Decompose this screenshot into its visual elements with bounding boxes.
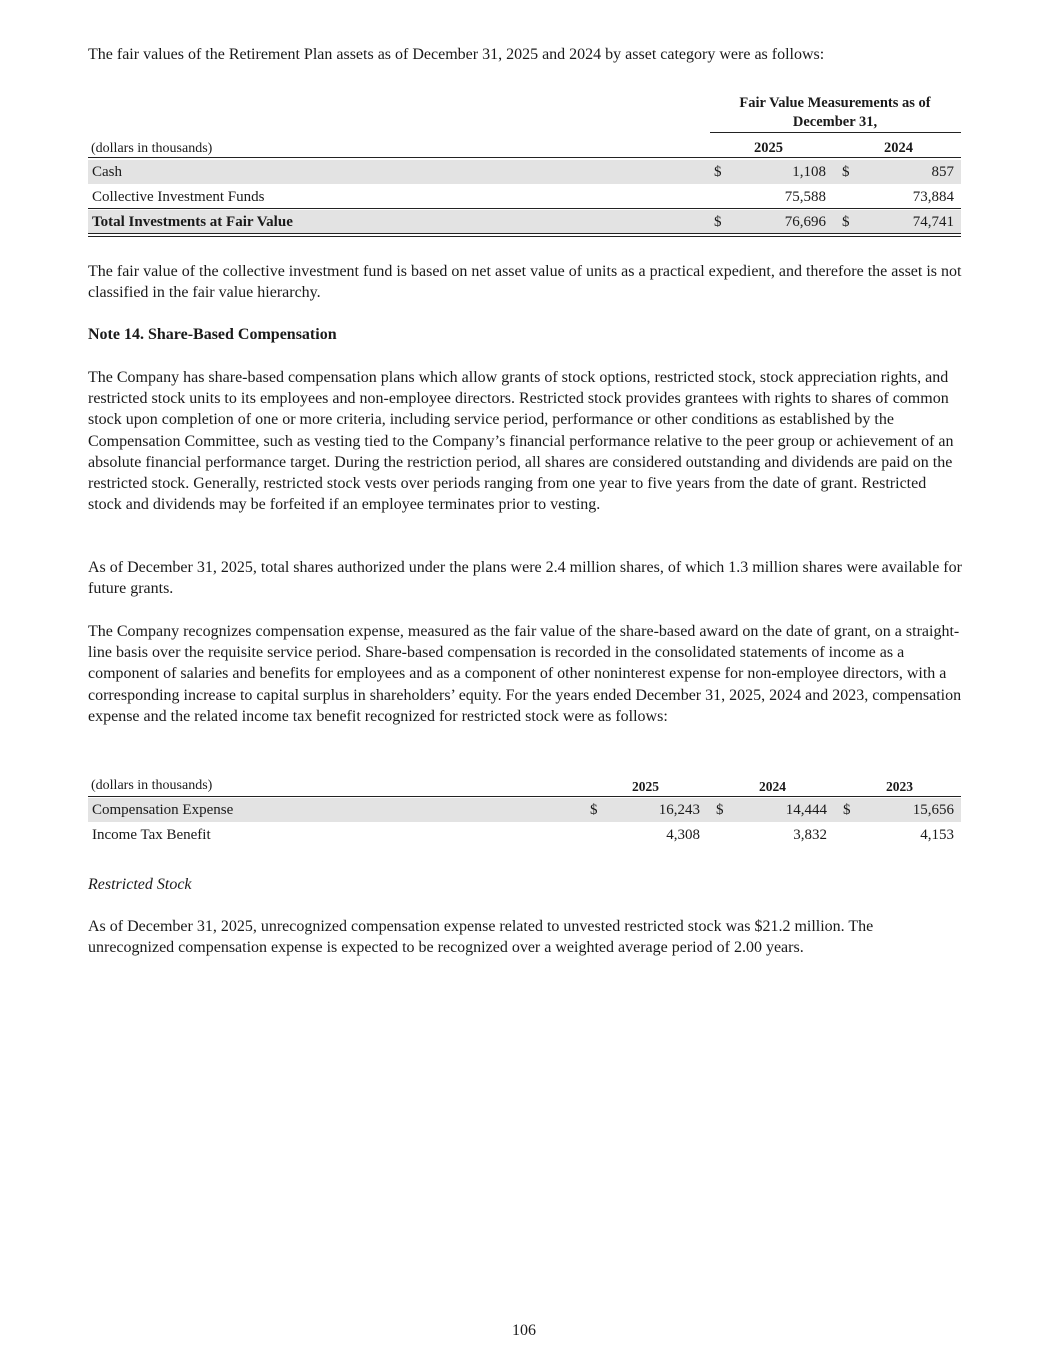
value-2024: 857 bbox=[931, 164, 954, 180]
currency-symbol: $ bbox=[843, 802, 851, 818]
note-14-paragraph-1: The Company has share-based compensation plans which allow grants of stock options, restricted stock, stock appreciation rights, and restricted stock units to its employees and non-employee directors. Restricted stock provides grantees with rights to shares of common stock upon completion of one or more criteria, including service period, performance or other conditions as established by the Compensation Committee, such as vesting tied to the Company’s financial performance relative to the peer group or achievement of an absolute financial performance target. During the restriction period, all shares are considered outstanding and dividends are paid on the restricted stock. Generally, restricted stock vests over periods ranging from one year to five years from the date of grant. Restricted stock and dividends may be forfeited if an employee terminates prior to vesting. bbox=[88, 369, 954, 514]
currency-symbol: $ bbox=[842, 214, 850, 230]
table-row bbox=[88, 185, 961, 209]
currency-symbol: $ bbox=[714, 164, 722, 180]
restricted-stock-heading: Restricted Stock bbox=[88, 876, 192, 893]
row-label: Compensation Expense bbox=[92, 802, 234, 818]
value-2025: 1,108 bbox=[792, 164, 826, 180]
subtotal-rule bbox=[88, 208, 961, 209]
note-14-paragraph-2: As of December 31, 2025, total shares authorized under the plans were 2.4 million shares, of which 1.3 million shares were available for future grants. bbox=[88, 559, 962, 598]
table-units-label: (dollars in thousands) bbox=[91, 141, 213, 156]
note-14-heading: Note 14. Share-Based Compensation bbox=[88, 326, 337, 343]
value-2024: 74,741 bbox=[912, 214, 954, 230]
value-2025: 4,308 bbox=[666, 827, 700, 843]
header-divider bbox=[710, 132, 961, 133]
column-header-2023: 2023 bbox=[886, 779, 913, 794]
column-header-2024: 2024 bbox=[884, 140, 913, 156]
row-label: Cash bbox=[92, 164, 122, 180]
column-header-2025: 2025 bbox=[754, 140, 783, 156]
fair-value-note: The fair value of the collective investment fund is based on net asset value of units as a practical expedient, and therefore the asset is not classified in the fair value hierarchy. bbox=[88, 263, 962, 302]
note-14-paragraph-3: The Company recognizes compensation expense, measured as the fair value of the share-based award on the date of grant, on a straight-line basis over the requisite service period. Share-based compensation is recorded in the consolidated statements of income as a component of salaries and benefits for employees and as a component of other noninterest expense for non-employee directors, with a corresponding increase to capital surplus in shareholders’ equity. For the years ended December 31, 2025, 2024 and 2023, compensation expense and the related income tax benefit recognized for restricted stock were as follows: bbox=[88, 623, 962, 725]
row-label: Total Investments at Fair Value bbox=[92, 214, 293, 230]
value-2024: 3,832 bbox=[793, 827, 827, 843]
restricted-stock-paragraph: As of December 31, 2025, unrecognized compensation expense related to unvested restricted stock was $21.2 million. The unrecognized compensation expense is expected to be recognized over a weighted average period of 2.00 years. bbox=[88, 918, 874, 957]
page-number: 106 bbox=[512, 1322, 536, 1339]
currency-symbol: $ bbox=[590, 802, 598, 818]
total-double-rule-top bbox=[88, 233, 961, 234]
value-2025: 16,243 bbox=[658, 802, 700, 818]
header-rule bbox=[88, 157, 961, 158]
row-label: Income Tax Benefit bbox=[92, 827, 211, 843]
value-2025: 76,696 bbox=[784, 214, 826, 230]
value-2024: 14,444 bbox=[785, 802, 827, 818]
currency-symbol: $ bbox=[714, 214, 722, 230]
header-rule bbox=[88, 796, 961, 797]
table-units-label: (dollars in thousands) bbox=[91, 778, 213, 793]
value-2023: 4,153 bbox=[920, 827, 954, 843]
value-2024: 73,884 bbox=[912, 189, 954, 205]
column-header-2025: 2025 bbox=[632, 779, 659, 794]
row-label: Collective Investment Funds bbox=[92, 189, 265, 205]
value-2025: 75,588 bbox=[784, 189, 826, 205]
table-row bbox=[88, 160, 961, 184]
total-double-rule-bottom bbox=[88, 236, 961, 237]
intro-text: The fair values of the Retirement Plan assets as of December 31, 2025 and 2024 by asset category were as follows: bbox=[88, 46, 825, 63]
currency-symbol: $ bbox=[716, 802, 724, 818]
value-2023: 15,656 bbox=[912, 802, 954, 818]
table-row bbox=[88, 798, 961, 822]
currency-symbol: $ bbox=[842, 164, 850, 180]
table-total-row bbox=[88, 210, 961, 234]
column-header-2024: 2024 bbox=[759, 779, 786, 794]
table-row bbox=[88, 823, 961, 847]
table-column-group-header: Fair Value Measurements as of December 31, bbox=[739, 95, 931, 130]
